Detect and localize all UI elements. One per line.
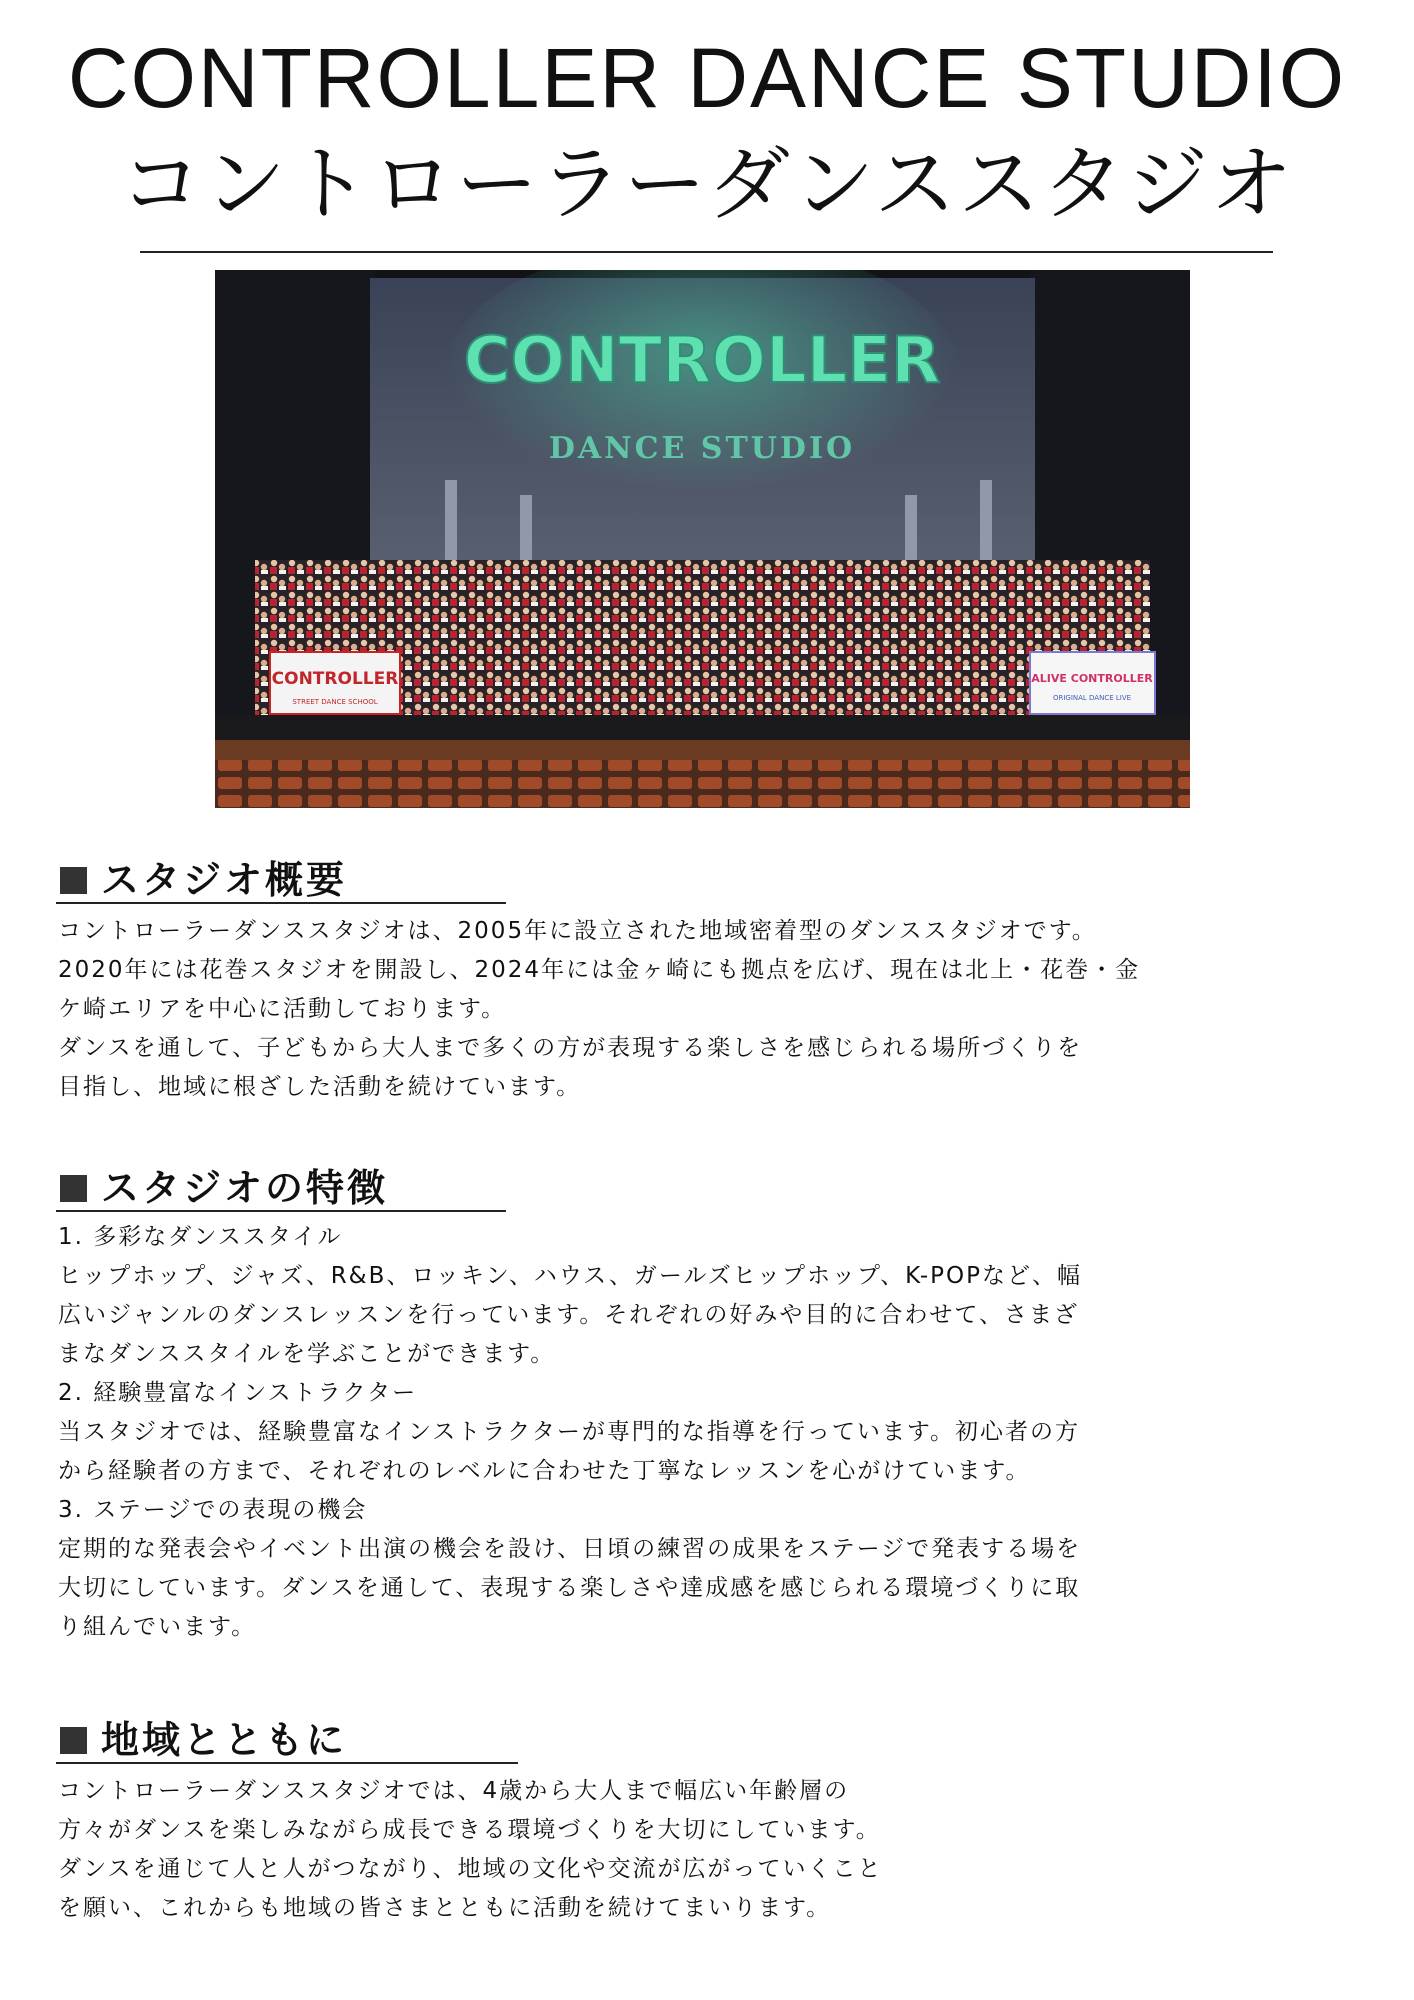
- section-heading-overview-label: スタジオ概要: [101, 858, 348, 902]
- right-banner-subtext: ORIGINAL DANCE LIVE: [1052, 694, 1132, 702]
- text-line: 方々がダンスを楽しみながら成長できる環境づくりを大切にしています。: [58, 1817, 881, 1843]
- section-heading-community: [60, 1715, 347, 1765]
- section-divider-features: [56, 1210, 506, 1212]
- text-line: 目指し、地域に根ざした活動を続けています。: [58, 1074, 582, 1100]
- text-line: まなダンススタイルを学ぶことができます。: [58, 1341, 556, 1367]
- section-divider-community: [56, 1762, 518, 1764]
- text-line: 大切にしています。ダンスを通して、表現する楽しさや達成感を感じられる環境づくりに取: [58, 1575, 1081, 1601]
- text-line: コントローラーダンススタジオは、2005年に設立された地域密着型のダンススタジオです。: [58, 918, 1097, 944]
- overview-paragraph: [58, 912, 1208, 1107]
- left-banner-subtext: STREET DANCE SCHOOL: [292, 698, 378, 706]
- feature-title-2: 2. 経験豊富なインストラクター: [58, 1380, 418, 1406]
- text-line: ケ崎エリアを中心に活動しております。: [58, 996, 507, 1022]
- page-title-japanese: コントローラーダンススタジオ: [119, 137, 1295, 232]
- features-paragraph: [58, 1218, 1208, 1647]
- title-divider: [140, 251, 1273, 253]
- text-line: 定期的な発表会やイベント出演の機会を設け、日頃の練習の成果をステージで発表する場を: [58, 1536, 1082, 1562]
- page-title-english: CONTROLLER DANCE STUDIO: [67, 31, 1347, 125]
- stage-logo-subtext: DANCE STUDIO: [548, 431, 856, 466]
- section-divider-overview: [56, 902, 506, 904]
- text-line: 2020年には花巻スタジオを開設し、2024年には金ヶ崎にも拠点を広げ、現在は北上・花巻・金: [58, 957, 1141, 983]
- stage-logo-text: CONTROLLER: [463, 324, 941, 398]
- black-square-icon: [60, 1175, 87, 1202]
- black-square-icon: [60, 867, 87, 894]
- feature-title-3: 3. ステージでの表現の機会: [58, 1497, 368, 1523]
- left-banner-text: CONTROLLER: [271, 669, 399, 689]
- right-banner-text: ALIVE CONTROLLER: [1031, 672, 1153, 685]
- black-square-icon: [60, 1727, 87, 1754]
- text-line: 広いジャンルのダンスレッスンを行っています。それぞれの好みや目的に合わせて、さまざ: [58, 1302, 1079, 1328]
- section-heading-features-label: スタジオの特徴: [101, 1166, 389, 1210]
- feature-title-1: 1. 多彩なダンススタイル: [58, 1224, 343, 1250]
- group-photo: [215, 270, 1190, 808]
- text-line: ダンスを通じて人と人がつながり、地域の文化や交流が広がっていくこと: [58, 1856, 883, 1882]
- text-line: ヒップホップ、ジャズ、R&B、ロッキン、ハウス、ガールズヒップホップ、K-POPなど、幅: [58, 1263, 1082, 1289]
- text-line: コントローラーダンススタジオでは、4歳から大人まで幅広い年齢層の: [58, 1778, 850, 1804]
- section-heading-community-label: 地域とともに: [101, 1718, 348, 1762]
- text-line: 当スタジオでは、経験豊富なインストラクターが専門的な指導を行っています。初心者の方: [58, 1419, 1081, 1445]
- text-line: から経験者の方まで、それぞれのレベルに合わせた丁寧なレッスンを心がけています。: [58, 1458, 1031, 1484]
- section-heading-features: [60, 1163, 388, 1213]
- community-paragraph: [58, 1772, 1208, 1928]
- text-line: を願い、これからも地域の皆さまとともに活動を続けてまいります。: [58, 1895, 832, 1921]
- text-line: り組んでいます。: [58, 1614, 257, 1640]
- text-line: ダンスを通して、子どもから大人まで多くの方が表現する楽しさを感じられる場所づくりを: [58, 1035, 1083, 1061]
- section-heading-overview: [60, 855, 347, 905]
